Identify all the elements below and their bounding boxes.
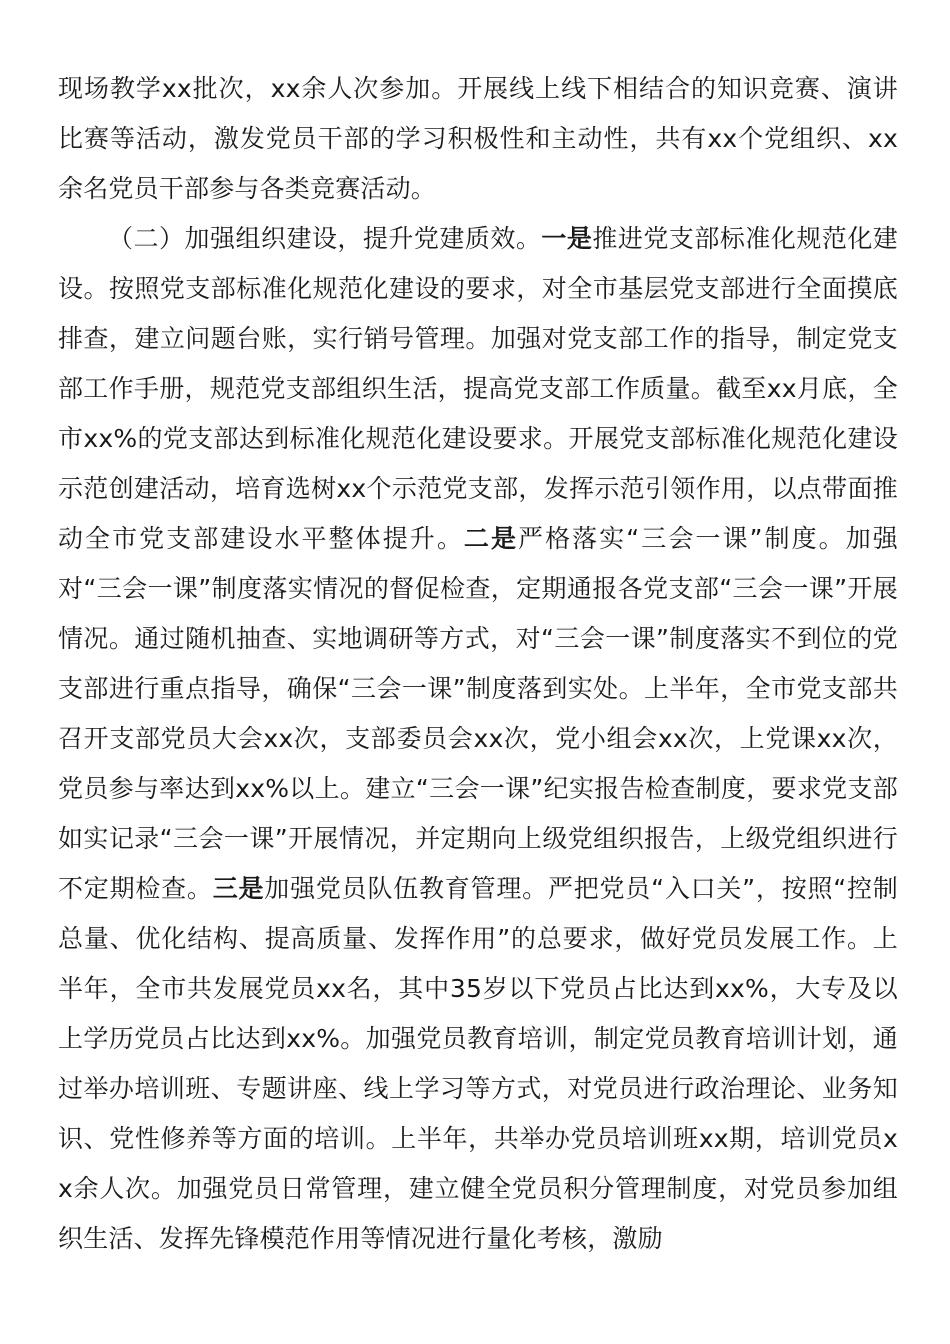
- document-body: [58, 64, 898, 1264]
- item-marker-third: 三是: [212, 874, 265, 903]
- item-text-second: 严格落实“三会一课”制度。加强对“三会一课”制度落实情况的督促检查，定期通报各党支部“三会一课”开展情况。通过随机抽查、实地调研等方式，对“三会一课”制度落实不到位的党支部进行重点指导，确保“三会一课”制度落到实处。上半年，全市党支部共召开支部党员大会xx次，支部委员会xx次，党小组会xx次，上党课xx次，党员参与率达到xx%以上。建立“三会一课”纪实报告检查制度，要求党支部如实记录“三会一课”开展情况，并定期向上级党组织报告，上级党组织进行不定期检查。: [58, 524, 898, 903]
- paragraph-organization-building: [58, 214, 898, 1264]
- item-text-first: 推进党支部标准化规范化建设。按照党支部标准化规范化建设的要求，对全市基层党支部进行全面摸底排查，建立问题台账，实行销号管理。加强对党支部工作的指导，制定党支部工作手册，规范党支部组织生活，提高党支部工作质量。截至xx月底，全市xx%的党支部达到标准化规范化建设要求。开展党支部标准化规范化建设示范创建活动，培育选树xx个示范党支部，发挥示范引领作用，以点带面推动全市党支部建设水平整体提升。: [58, 224, 899, 553]
- paragraph-continued: [58, 64, 898, 214]
- item-marker-first: 一是: [541, 224, 593, 253]
- item-text-third: 加强党员队伍教育管理。严把党员“入口关”，按照“控制总量、优化结构、提高质量、发挥作用”的总要求，做好党员发展工作。上半年，全市共发展党员xx名，其中35岁以下党员占比达到xx%，大专及以上学历党员占比达到xx%。加强党员教育培训，制定党员教育培训计划，通过举办培训班、专题讲座、线上学习等方式，对党员进行政治理论、业务知识、党性修养等方面的培训。上半年，共举办党员培训班xx期，培训党员xx余人次。加强党员日常管理，建立健全党员积分管理制度，对党员参加组织生活、发挥先锋模范作用等情况进行量化考核，激励: [58, 874, 898, 1253]
- item-marker-second: 二是: [463, 524, 519, 553]
- paragraph-text: 现场教学xx批次，xx余人次参加。开展线上线下相结合的知识竞赛、演讲比赛等活动，激发党员干部的学习积极性和主动性，共有xx个党组织、xx余名党员干部参与各类竞赛活动。: [58, 74, 898, 203]
- section-heading: （二）加强组织建设，提升党建质效。: [108, 224, 542, 253]
